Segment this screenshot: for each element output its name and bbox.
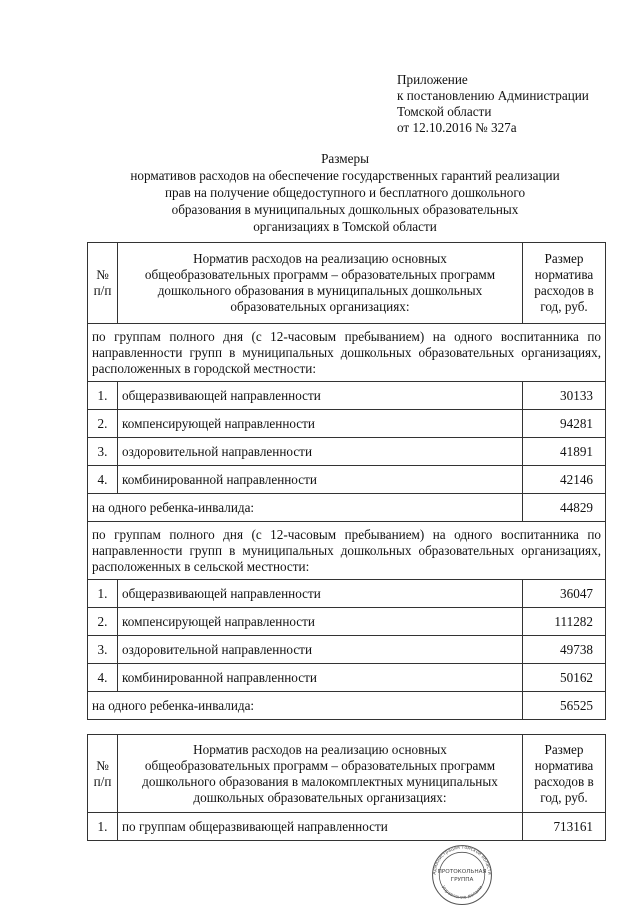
rural-group-heading: по группам полного дня (с 12-часовым пребыванием) на одного воспитанника по направленности групп в муниципальных дошкольных образовательных организациях, расположенных в сельской местности: (88, 522, 606, 580)
row-num: 3. (88, 438, 118, 466)
header-name: Норматив расходов на реализацию основных общеобразовательных программ – образовательных программ дошкольного образования в малокомплектных муниципальных дошкольных образовательных организациях: (118, 735, 523, 813)
row-num: 4. (88, 664, 118, 692)
table-header (88, 243, 606, 324)
row-value: 49738 (523, 636, 606, 664)
row-num: 2. (88, 608, 118, 636)
svg-text:ПРОТОКОЛЬНАЯ: ПРОТОКОЛЬНАЯ (437, 868, 487, 875)
urban-group-heading: по группам полного дня (с 12-часовым пребыванием) на одного воспитанника по направленности групп в муниципальных дошкольных образовательных организациях, расположенных в городской местности: (88, 324, 606, 382)
table-header (88, 735, 606, 813)
table-row (88, 813, 606, 841)
table-row (88, 438, 606, 466)
row-name: компенсирующей направленности (118, 608, 523, 636)
svg-text:Администрация Томской области: Администрация Томской области (432, 845, 492, 875)
title-line: организациях в Томской области (253, 219, 437, 234)
svg-text:ГРУППА: ГРУППА (450, 877, 474, 884)
title-line: прав на получение общедоступного и бесплатного дошкольного (164, 185, 526, 200)
appendix-line: Томской области (397, 104, 492, 119)
table-row (88, 636, 606, 664)
title-line: Размеры (321, 151, 369, 166)
svg-text:Управление делами: Управление делами (439, 885, 485, 901)
small-org-norms-table (87, 734, 606, 841)
row-value: 111282 (523, 608, 606, 636)
appendix-note (397, 72, 589, 136)
row-name: общеразвивающей направленности (118, 580, 523, 608)
header-value: Размер норматива расходов в год, руб. (523, 735, 606, 813)
row-num: 1. (88, 813, 118, 841)
row-num: 2. (88, 410, 118, 438)
table-row-disabled (88, 494, 606, 522)
row-num: 1. (88, 382, 118, 410)
row-value: 56525 (523, 692, 606, 720)
row-value: 42146 (523, 466, 606, 494)
title-line: образования в муниципальных дошкольных образовательных (171, 202, 519, 217)
stamp-seal (428, 843, 496, 905)
row-name: оздоровительной направленности (118, 438, 523, 466)
header-num: № п/п (88, 243, 118, 324)
appendix-line: от 12.10.2016 № 327а (397, 120, 517, 135)
row-name: комбинированной направленности (118, 664, 523, 692)
row-value: 44829 (523, 494, 606, 522)
row-value: 50162 (523, 664, 606, 692)
row-value: 30133 (523, 382, 606, 410)
row-value: 41891 (523, 438, 606, 466)
row-name: на одного ребенка-инвалида: (88, 692, 523, 720)
row-name: комбинированной направленности (118, 466, 523, 494)
header-name: Норматив расходов на реализацию основных общеобразовательных программ – образовательных программ дошкольного образования в муниципальных дошкольных образовательных организациях: (118, 243, 523, 324)
header-num: № п/п (88, 735, 118, 813)
table-row (88, 382, 606, 410)
row-value: 713161 (523, 813, 606, 841)
table-row (88, 664, 606, 692)
row-name: на одного ребенка-инвалида: (88, 494, 523, 522)
row-value: 94281 (523, 410, 606, 438)
table-row (88, 410, 606, 438)
document-title (130, 150, 560, 235)
row-name: по группам общеразвивающей направленности (118, 813, 523, 841)
title-line: нормативов расходов на обеспечение государственных гарантий реализации (130, 168, 560, 183)
row-num: 1. (88, 580, 118, 608)
row-name: оздоровительной направленности (118, 636, 523, 664)
row-num: 3. (88, 636, 118, 664)
table-row (88, 608, 606, 636)
row-name: общеразвивающей направленности (118, 382, 523, 410)
table-row-disabled (88, 692, 606, 720)
urban-rural-norms-table (87, 242, 606, 720)
appendix-line: к постановлению Администрации (397, 88, 589, 103)
row-value: 36047 (523, 580, 606, 608)
table-row (88, 466, 606, 494)
table-row (88, 580, 606, 608)
row-name: компенсирующей направленности (118, 410, 523, 438)
header-value: Размер норматива расходов в год, руб. (523, 243, 606, 324)
appendix-line: Приложение (397, 72, 468, 87)
row-num: 4. (88, 466, 118, 494)
